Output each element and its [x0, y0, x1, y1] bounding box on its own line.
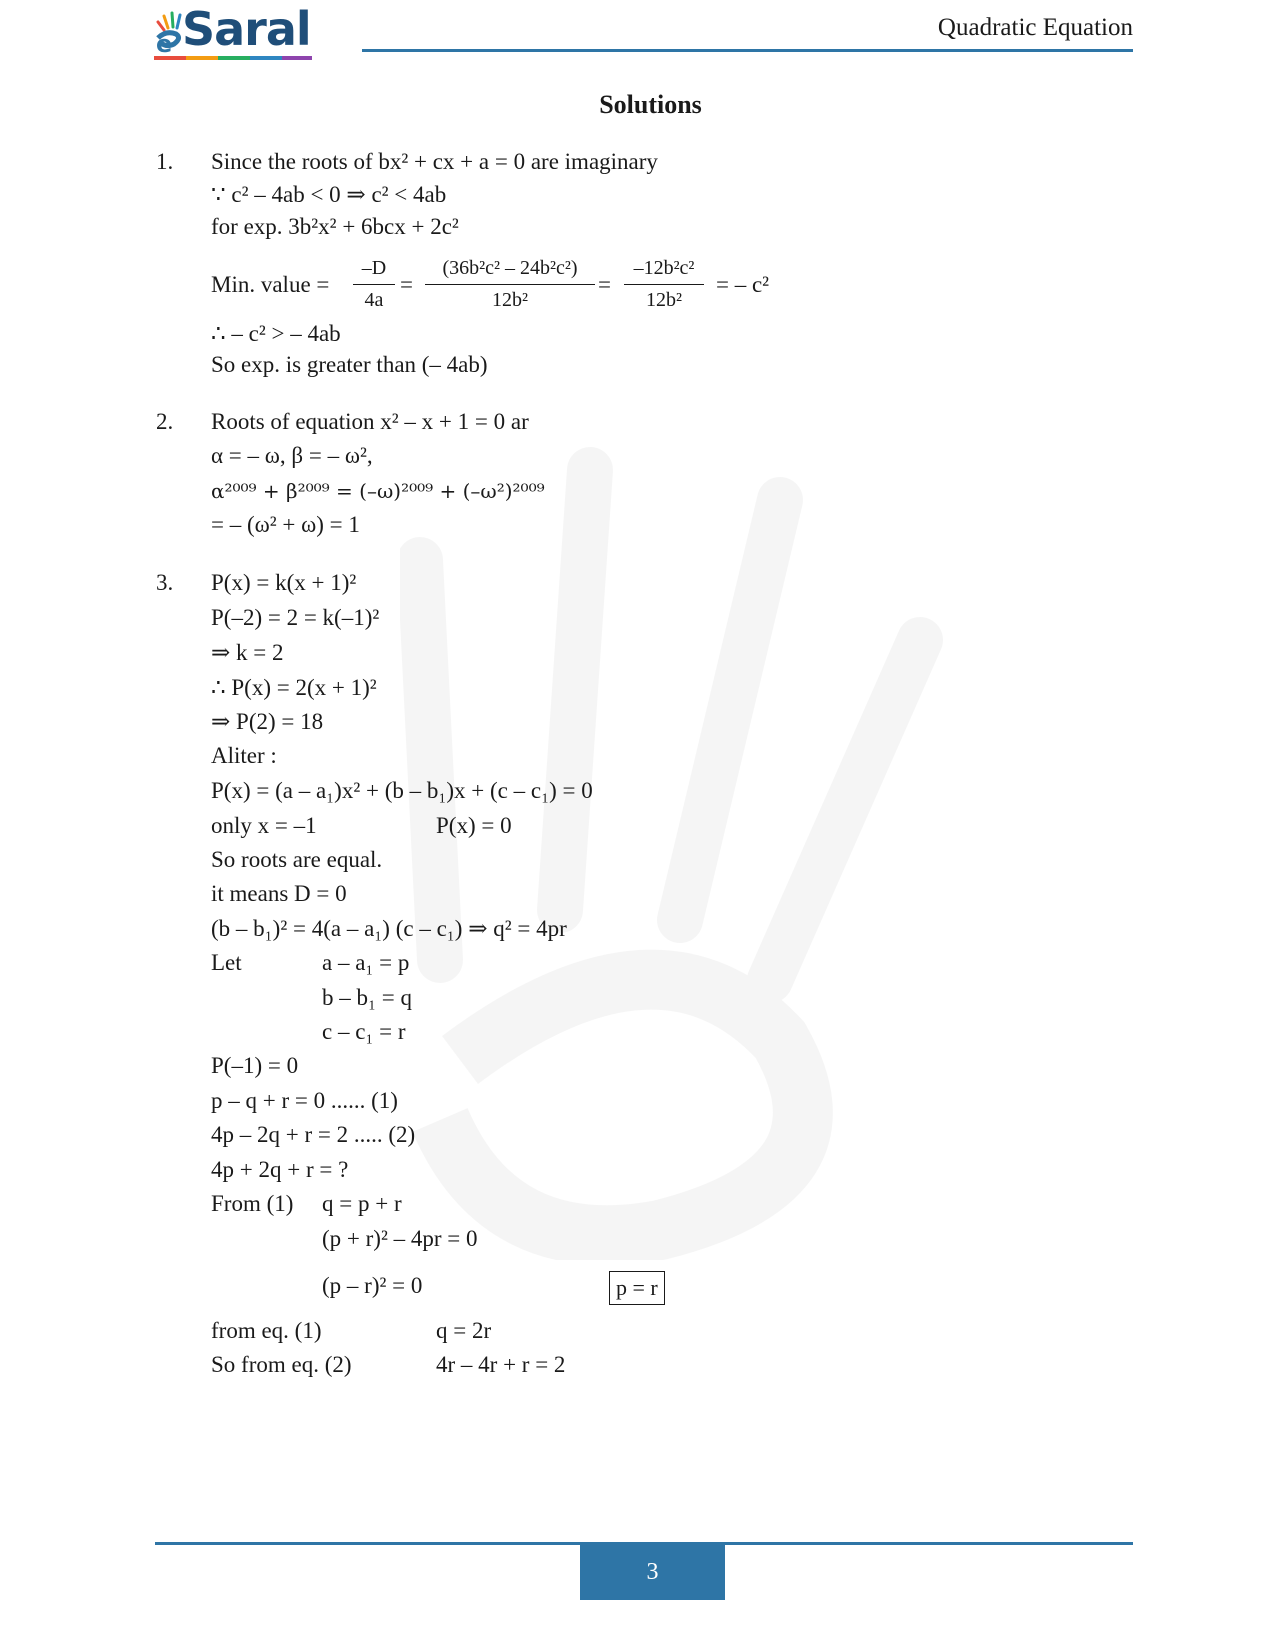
q3-line-11: (b – b₁)² = 4(a – a₁) (c – c₁) ⇒ q² = 4pr	[211, 916, 567, 941]
q2-number: 2.	[156, 409, 174, 434]
q3-line-19a: from eq. (1)	[211, 1318, 322, 1343]
q3-line-12: P(–1) = 0	[211, 1053, 299, 1078]
q2-line-4: = – (ω² + ω) = 1	[211, 512, 360, 537]
header-title: Quadratic Equation	[937, 14, 1133, 41]
q3-let-1: a – a₁ = p	[322, 950, 410, 975]
logo-e: e	[156, 30, 173, 56]
fraction-3-numerator: –12b²c²	[624, 257, 704, 285]
q3-line-16a: From (1)	[211, 1191, 294, 1216]
q3-line-2: P(–2) = 2 = k(–1)²	[211, 605, 380, 630]
q3-line-9: So roots are equal.	[211, 847, 383, 872]
q1-equals-2: =	[598, 272, 611, 297]
q3-line-3: ⇒ k = 2	[211, 640, 284, 665]
q1-result: = – c²	[716, 272, 770, 297]
q3-line-13: p – q + r = 0 ...... (1)	[211, 1088, 398, 1113]
q3-line-18: (p – r)² = 0	[322, 1273, 423, 1298]
fraction-3	[624, 257, 704, 312]
q3-line-19b: q = 2r	[436, 1318, 492, 1343]
q1-number: 1.	[156, 149, 174, 174]
hand-watermark-icon	[400, 440, 960, 1260]
q1-line-5: ∴ – c² > – 4ab	[211, 321, 341, 346]
fraction-3-denominator: 12b²	[646, 289, 682, 311]
logo-text: Saral	[182, 2, 311, 56]
q3-line-10: it means D = 0	[211, 881, 347, 906]
page-title: Solutions	[599, 90, 702, 119]
q3-line-8a: only x = –1	[211, 813, 317, 838]
q1-line-1: Since the roots of bx² + cx + a = 0 are imaginary	[211, 149, 658, 174]
q1-min-label: Min. value =	[211, 272, 330, 297]
q3-line-7: P(x) = (a – a₁)x² + (b – b₁)x + (c – c₁) = 0	[211, 778, 593, 803]
q3-aliter: Aliter :	[211, 743, 277, 768]
fraction-2-denominator: 12b²	[492, 289, 528, 311]
page-number: 3	[580, 1544, 725, 1600]
q3-line-4: ∴ P(x) = 2(x + 1)²	[211, 675, 377, 700]
boxed-result: p = r	[609, 1271, 665, 1305]
fraction-2	[425, 257, 595, 312]
header-rule	[362, 49, 1133, 52]
logo-underline	[154, 56, 312, 60]
q3-line-15: 4p + 2q + r = ?	[211, 1157, 349, 1182]
fraction-1-denominator: 4a	[364, 289, 384, 311]
q3-line-20a: So from eq. (2)	[211, 1352, 352, 1377]
q3-number: 3.	[156, 570, 174, 595]
q3-let-label: Let	[211, 950, 242, 975]
q3-line-1: P(x) = k(x + 1)²	[211, 570, 357, 595]
q3-line-5: ⇒ P(2) = 18	[211, 709, 324, 734]
q3-let-3: c – c₁ = r	[322, 1019, 406, 1044]
q1-line-6: So exp. is greater than (– 4ab)	[211, 352, 488, 377]
q3-line-8b: P(x) = 0	[436, 813, 512, 838]
q3-line-14: 4p – 2q + r = 2 ..... (2)	[211, 1122, 416, 1147]
q1-line-2: ∵ c² – 4ab < 0 ⇒ c² < 4ab	[211, 182, 447, 207]
esaral-logo	[152, 2, 322, 56]
fraction-2-numerator: (36b²c² – 24b²c²)	[425, 257, 595, 285]
fraction-1-numerator: –D	[353, 257, 395, 285]
q2-line-3: α²⁰⁰⁹ + β²⁰⁰⁹ = (–ω)²⁰⁰⁹ + (–ω²)²⁰⁰⁹	[211, 479, 545, 503]
q3-line-17: (p + r)² – 4pr = 0	[322, 1226, 478, 1251]
q1-line-3: for exp. 3b²x² + 6bcx + 2c²	[211, 214, 459, 239]
q1-equals-1: =	[400, 272, 413, 297]
q3-let-2: b – b₁ = q	[322, 985, 412, 1010]
q2-line-1: Roots of equation x² – x + 1 = 0 ar	[211, 409, 529, 434]
q3-line-16b: q = p + r	[322, 1191, 402, 1216]
q2-line-2: α = – ω, β = – ω²,	[211, 443, 373, 468]
fraction-1	[353, 257, 395, 312]
q3-line-20b: 4r – 4r + r = 2	[436, 1352, 566, 1377]
